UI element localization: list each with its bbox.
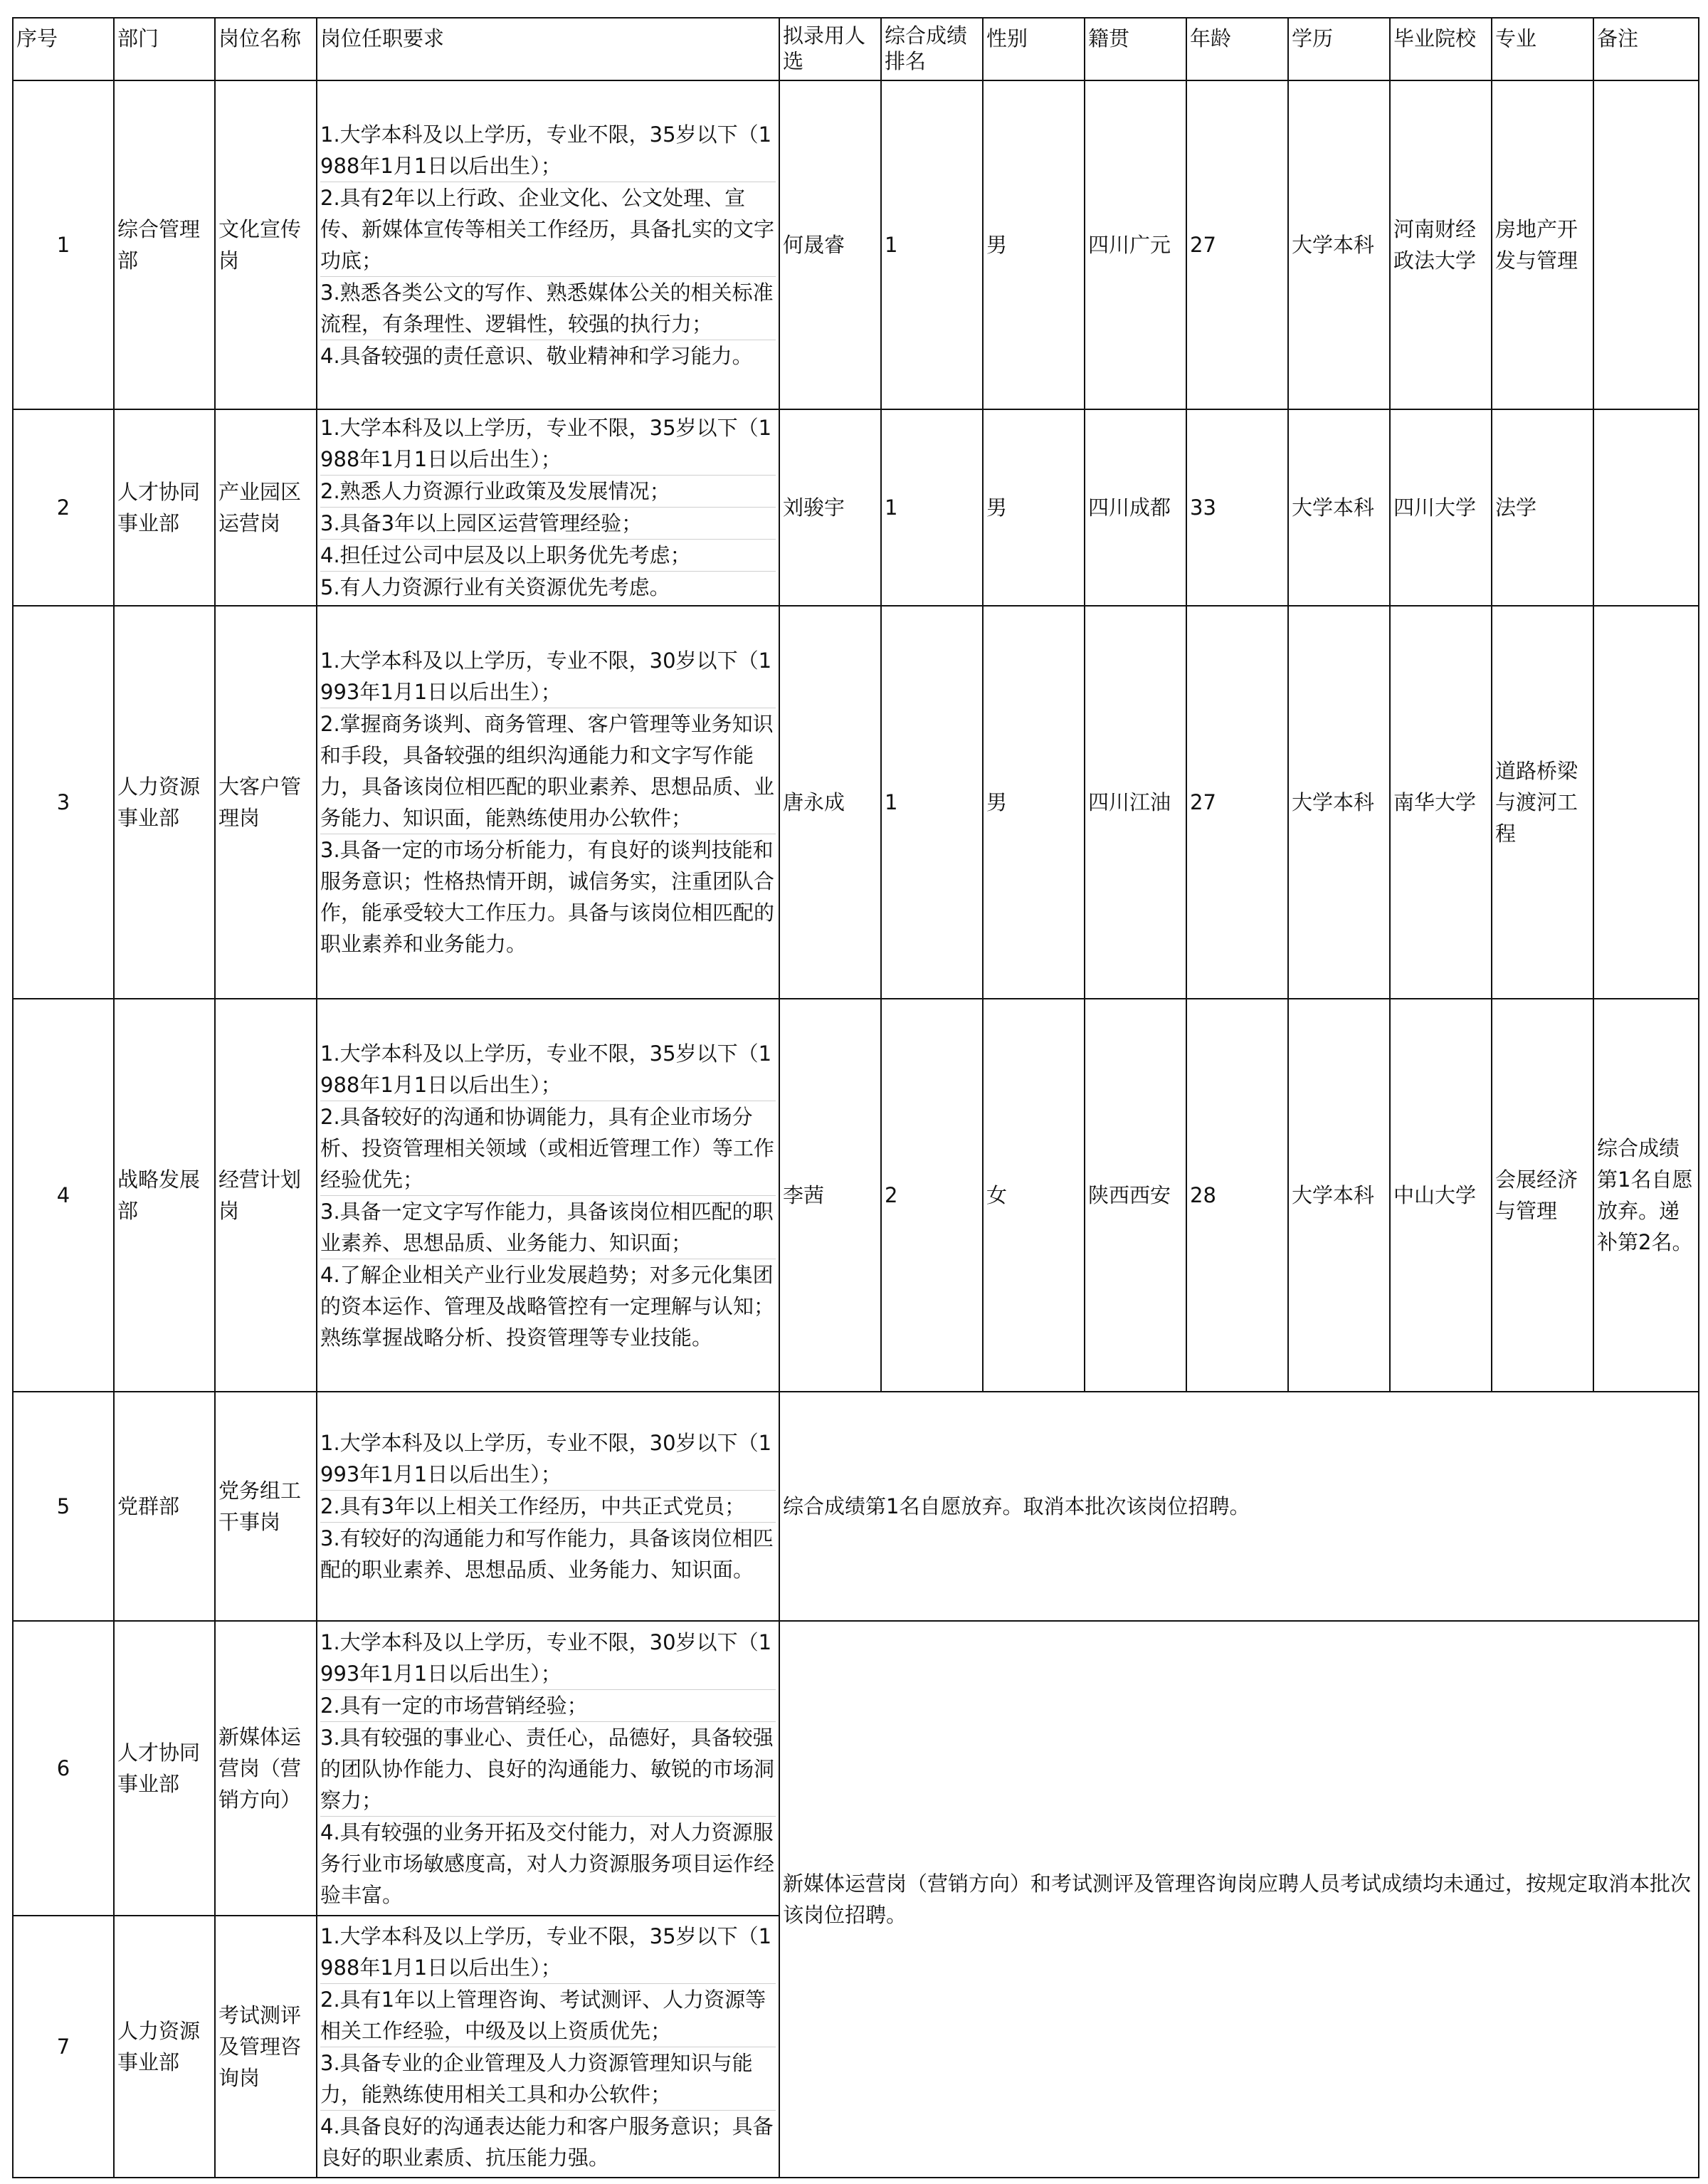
requirement-item: 2.具有2年以上行政、企业文化、公文处理、宣传、新媒体宣传等相关工作经历，具备扎实的文字功底； bbox=[320, 182, 776, 277]
requirement-item: 1.大学本科及以上学历，专业不限，30岁以下（1993年1月1日以后出生）； bbox=[320, 1627, 776, 1690]
requirement-item: 1.大学本科及以上学历，专业不限，35岁以下（1988年1月1日以后出生）； bbox=[320, 1038, 776, 1101]
merged-status-cell: 综合成绩第1名自愿放弃。取消本批次该岗位招聘。 bbox=[779, 1392, 1699, 1621]
requirement-item: 3.具备一定文字写作能力，具备该岗位相匹配的职业素养、思想品质、业务能力、知识面； bbox=[320, 1196, 776, 1259]
requirement-item: 4.了解企业相关产业行业发展趋势；对多元化集团的资本运作、管理及战略管控有一定理解与认知；熟练掌握战略分析、投资管理等专业技能。 bbox=[320, 1262, 775, 1350]
requirements-cell bbox=[317, 409, 779, 606]
header-cell: 备注 bbox=[1593, 18, 1699, 80]
post-cell: 党务组工干事岗 bbox=[215, 1392, 317, 1621]
school-cell: 四川大学 bbox=[1390, 409, 1492, 606]
requirements-cell bbox=[317, 80, 779, 409]
major-cell: 房地产开发与管理 bbox=[1492, 80, 1593, 409]
row-index: 5 bbox=[13, 1392, 114, 1621]
table-row bbox=[13, 999, 1699, 1392]
table-row bbox=[13, 1392, 1699, 1621]
gender-cell: 男 bbox=[983, 80, 1085, 409]
requirement-item: 1.大学本科及以上学历，专业不限，35岁以下（1988年1月1日以后出生）； bbox=[320, 412, 776, 476]
requirement-item: 3.具有较强的事业心、责任心，品德好，具备较强的团队协作能力、良好的沟通能力、敏锐的市场洞察力； bbox=[320, 1722, 776, 1817]
candidate-name: 李茜 bbox=[779, 999, 881, 1392]
major-cell: 道路桥梁与渡河工程 bbox=[1492, 606, 1593, 999]
origin-cell: 四川广元 bbox=[1085, 80, 1186, 409]
header-cell: 籍贯 bbox=[1085, 18, 1186, 80]
dept-cell: 党群部 bbox=[114, 1392, 215, 1621]
requirement-item: 4.担任过公司中层及以上职务优先考虑； bbox=[320, 540, 776, 572]
dept-cell: 人才协同事业部 bbox=[114, 1621, 215, 1916]
post-cell: 经营计划岗 bbox=[215, 999, 317, 1392]
requirement-item: 3.具备一定的市场分析能力，有良好的谈判技能和服务意识；性格热情开朗，诚信务实，注重团队合作，能承受较大工作压力。具备与该岗位相匹配的职业素养和业务能力。 bbox=[320, 838, 775, 956]
row-index: 4 bbox=[13, 999, 114, 1392]
dept-cell: 人力资源事业部 bbox=[114, 606, 215, 999]
table-row bbox=[13, 409, 1699, 606]
requirement-item: 3.有较好的沟通能力和写作能力，具备该岗位相匹配的职业素养、思想品质、业务能力、知识面。 bbox=[320, 1526, 774, 1582]
post-cell: 文化宣传岗 bbox=[215, 80, 317, 409]
header-cell: 部门 bbox=[114, 18, 215, 80]
remark-cell: 综合成绩第1名自愿放弃。递补第2名。 bbox=[1593, 999, 1699, 1392]
table-row bbox=[13, 80, 1699, 409]
requirement-item: 4.具有较强的业务开拓及交付能力，对人力资源服务行业市场敏感度高，对人力资源服务项目运作经验丰富。 bbox=[320, 1820, 775, 1907]
header-cell: 专业 bbox=[1492, 18, 1593, 80]
requirement-item: 3.熟悉各类公文的写作、熟悉媒体公关的相关标准流程，有条理性、逻辑性，较强的执行力； bbox=[320, 277, 776, 340]
rank-cell: 1 bbox=[881, 80, 983, 409]
requirement-item: 4.具备良好的沟通表达能力和客户服务意识；具备良好的职业素质、抗压能力强。 bbox=[320, 2114, 774, 2170]
requirement-item: 2.熟悉人力资源行业政策及发展情况； bbox=[320, 476, 776, 508]
requirements-cell bbox=[317, 1916, 779, 2178]
header-cell: 性别 bbox=[983, 18, 1085, 80]
requirement-item: 1.大学本科及以上学历，专业不限，30岁以下（1993年1月1日以后出生）； bbox=[320, 1427, 776, 1491]
post-cell: 考试测评及管理咨询岗 bbox=[215, 1916, 317, 2178]
header-cell: 年龄 bbox=[1186, 18, 1288, 80]
requirement-item: 3.具备3年以上园区运营管理经验； bbox=[320, 508, 776, 540]
row-index: 1 bbox=[13, 80, 114, 409]
education-cell: 大学本科 bbox=[1288, 999, 1390, 1392]
header-cell: 拟录用人选 bbox=[779, 18, 881, 80]
header-cell: 序号 bbox=[13, 18, 114, 80]
requirement-item: 2.掌握商务谈判、商务管理、客户管理等业务知识和手段，具备较强的组织沟通能力和文字写作能力，具备该岗位相匹配的职业素养、思想品质、业务能力、知识面，能熟练使用办公软件； bbox=[320, 708, 776, 834]
requirements-cell bbox=[317, 1621, 779, 1916]
requirement-item: 4.具备较强的责任意识、敬业精神和学习能力。 bbox=[320, 343, 753, 368]
header-cell: 综合成绩排名 bbox=[881, 18, 983, 80]
merged-status-cell: 新媒体运营岗（营销方向）和考试测评及管理咨询岗应聘人员考试成绩均未通过，按规定取消本批次该岗位招聘。 bbox=[779, 1621, 1699, 2178]
gender-cell: 男 bbox=[983, 606, 1085, 999]
requirements-cell bbox=[317, 999, 779, 1392]
header-cell: 岗位名称 bbox=[215, 18, 317, 80]
age-cell: 27 bbox=[1186, 80, 1288, 409]
school-cell: 南华大学 bbox=[1390, 606, 1492, 999]
table-row bbox=[13, 1621, 1699, 1916]
recruitment-table bbox=[12, 17, 1699, 2178]
major-cell: 法学 bbox=[1492, 409, 1593, 606]
candidate-name: 刘骏宇 bbox=[779, 409, 881, 606]
origin-cell: 四川江油 bbox=[1085, 606, 1186, 999]
post-cell: 新媒体运营岗（营销方向） bbox=[215, 1621, 317, 1916]
requirement-item: 1.大学本科及以上学历，专业不限，35岁以下（1988年1月1日以后出生）； bbox=[320, 1921, 776, 1984]
dept-cell: 战略发展部 bbox=[114, 999, 215, 1392]
header-row bbox=[13, 18, 1699, 80]
dept-cell: 人才协同事业部 bbox=[114, 409, 215, 606]
requirement-item: 2.具备较好的沟通和协调能力，具有企业市场分析、投资管理相关领域（或相近管理工作）等工作经验优先； bbox=[320, 1101, 776, 1196]
candidate-name: 唐永成 bbox=[779, 606, 881, 999]
age-cell: 28 bbox=[1186, 999, 1288, 1392]
row-index: 6 bbox=[13, 1621, 114, 1916]
post-cell: 产业园区运营岗 bbox=[215, 409, 317, 606]
remark-cell bbox=[1593, 80, 1699, 409]
dept-cell: 人力资源事业部 bbox=[114, 1916, 215, 2178]
education-cell: 大学本科 bbox=[1288, 606, 1390, 999]
requirement-item: 3.具备专业的企业管理及人力资源管理知识与能力，能熟练使用相关工具和办公软件； bbox=[320, 2047, 776, 2111]
requirement-item: 1.大学本科及以上学历，专业不限，30岁以下（1993年1月1日以后出生）； bbox=[320, 645, 776, 708]
rank-cell: 1 bbox=[881, 606, 983, 999]
header-cell: 岗位任职要求 bbox=[317, 18, 779, 80]
age-cell: 33 bbox=[1186, 409, 1288, 606]
row-index: 2 bbox=[13, 409, 114, 606]
origin-cell: 四川成都 bbox=[1085, 409, 1186, 606]
requirements-cell bbox=[317, 1392, 779, 1621]
requirement-item: 2.具有1年以上管理咨询、考试测评、人力资源等相关工作经验，中级及以上资质优先； bbox=[320, 1984, 776, 2047]
rank-cell: 2 bbox=[881, 999, 983, 1392]
table-row bbox=[13, 606, 1699, 999]
gender-cell: 女 bbox=[983, 999, 1085, 1392]
requirement-item: 1.大学本科及以上学历，专业不限，35岁以下（1988年1月1日以后出生）； bbox=[320, 119, 776, 182]
row-index: 7 bbox=[13, 1916, 114, 2178]
major-cell: 会展经济与管理 bbox=[1492, 999, 1593, 1392]
gender-cell: 男 bbox=[983, 409, 1085, 606]
origin-cell: 陕西西安 bbox=[1085, 999, 1186, 1392]
header-cell: 学历 bbox=[1288, 18, 1390, 80]
requirement-item: 2.具有一定的市场营销经验； bbox=[320, 1690, 776, 1722]
school-cell: 中山大学 bbox=[1390, 999, 1492, 1392]
dept-cell: 综合管理部 bbox=[114, 80, 215, 409]
requirement-item: 2.具有3年以上相关工作经历，中共正式党员； bbox=[320, 1491, 776, 1523]
post-cell: 大客户管理岗 bbox=[215, 606, 317, 999]
remark-cell bbox=[1593, 606, 1699, 999]
requirement-item: 5.有人力资源行业有关资源优先考虑。 bbox=[320, 575, 670, 599]
candidate-name: 何晟睿 bbox=[779, 80, 881, 409]
school-cell: 河南财经政法大学 bbox=[1390, 80, 1492, 409]
age-cell: 27 bbox=[1186, 606, 1288, 999]
rank-cell: 1 bbox=[881, 409, 983, 606]
row-index: 3 bbox=[13, 606, 114, 999]
requirements-cell bbox=[317, 606, 779, 999]
education-cell: 大学本科 bbox=[1288, 80, 1390, 409]
header-cell: 毕业院校 bbox=[1390, 18, 1492, 80]
remark-cell bbox=[1593, 409, 1699, 606]
education-cell: 大学本科 bbox=[1288, 409, 1390, 606]
